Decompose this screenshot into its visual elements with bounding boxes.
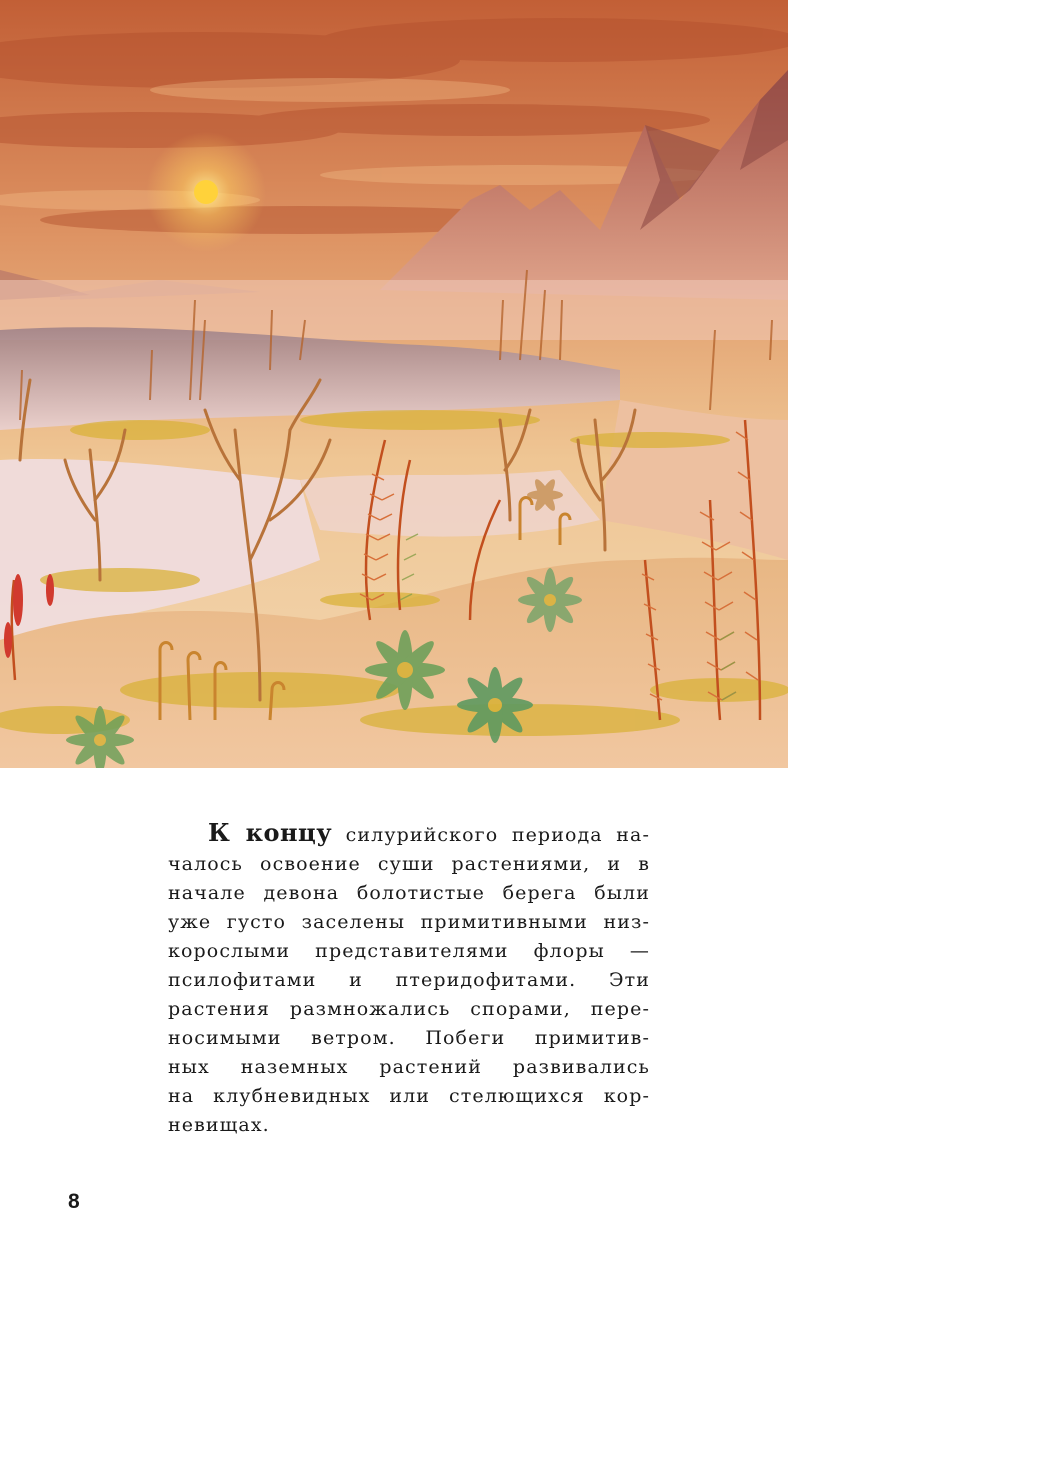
article-line-1 [168, 818, 650, 850]
article-line-1-text: силурийского периода на- [345, 824, 650, 846]
sun [194, 180, 218, 204]
article-line-3: начале девона болотистые берега были [168, 882, 650, 904]
devonian-landscape-illustration [0, 0, 788, 768]
article-line-7: растения размножались спорами, пере- [168, 998, 650, 1020]
article-line-11: невищах. [168, 1114, 270, 1136]
article-paragraph [168, 818, 650, 1140]
landscape-drawing [0, 0, 788, 768]
article-line-6: псилофитами и птеридофитами. Эти [168, 969, 650, 991]
article-line-9: ных наземных растений развивались [168, 1056, 650, 1078]
article-line-2: чалось освоение суши растениями, и в [168, 853, 650, 875]
page-number: 8 [68, 1190, 80, 1213]
article-line-4: уже густо заселены примитивными низ- [168, 911, 650, 933]
lead-phrase: К концу [208, 818, 333, 847]
article-line-8: носимыми ветром. Побеги примитив- [168, 1027, 650, 1049]
article-line-5: корослыми представителями флоры — [168, 940, 650, 962]
article-line-10: на клубневидных или стелющихся кор- [168, 1085, 650, 1107]
